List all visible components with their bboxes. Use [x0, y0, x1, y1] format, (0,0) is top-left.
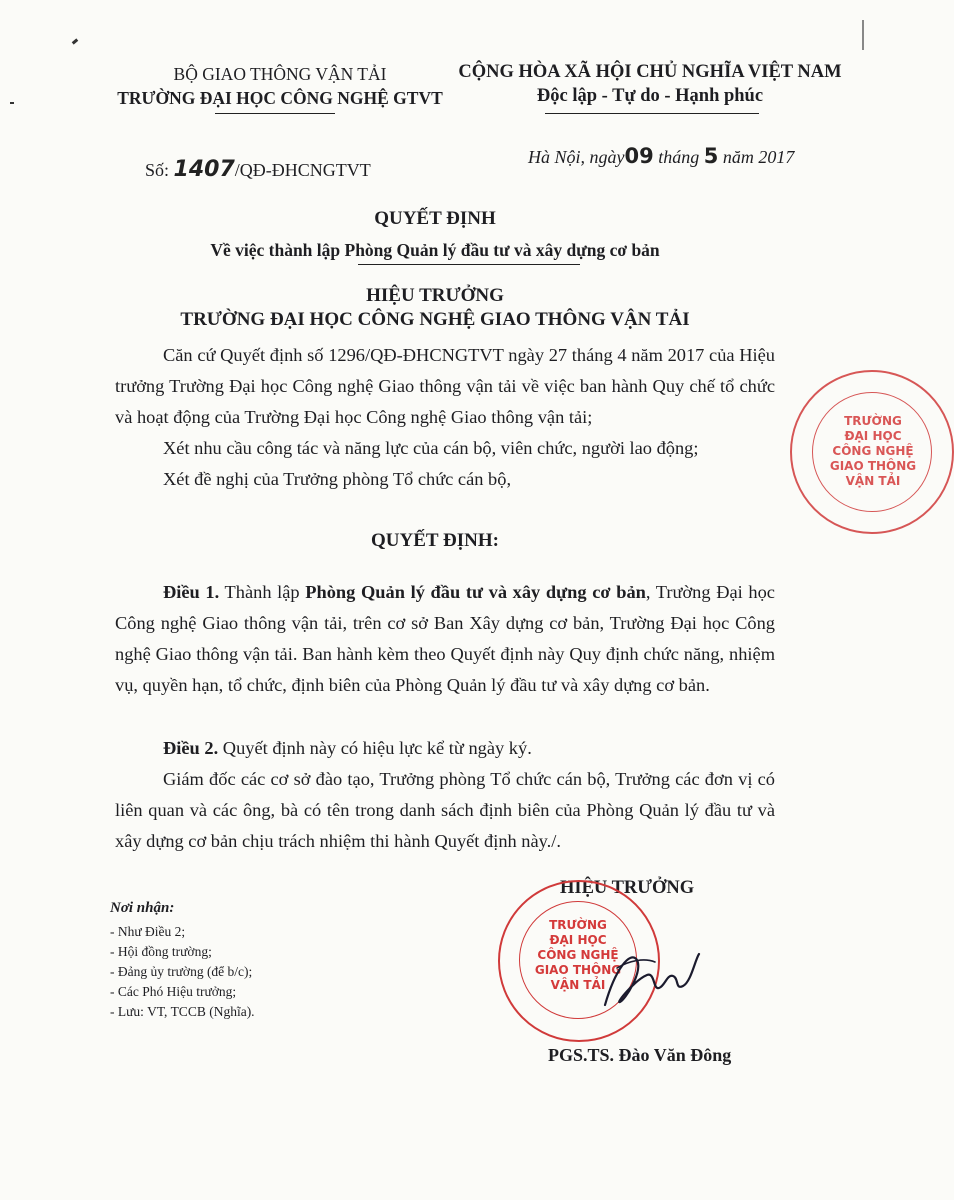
number-suffix: /QĐ-ĐHCNGTVT	[234, 160, 371, 180]
decision-heading: QUYẾT ĐỊNH:	[371, 530, 499, 551]
date-day: 09	[624, 144, 654, 168]
national-motto: Độc lập - Tự do - Hạnh phúc	[536, 86, 764, 106]
number-prefix: Số:	[145, 160, 170, 180]
article-2-execution: Giám đốc các cơ sở đào tạo, Trưởng phòng Tổ chức cán bộ, Trưởng các đơn vị có liên quan và các ông, bà có tên trong danh sách định biên của Phòng Quản lý đầu tư và xây dựng cơ bản chịu trách nhiệm thi hành Quyết định này./.	[115, 769, 775, 851]
handwritten-number: 1407	[173, 157, 235, 182]
header-left-underline	[215, 113, 335, 114]
recipients-block	[110, 898, 255, 1022]
scan-mark	[10, 102, 14, 104]
subject-underline	[358, 264, 580, 265]
issuer-header	[100, 62, 460, 110]
article-1-text-b: , Trường Đại học Công nghệ Giao thông vận tải, trên cơ sở Ban Xây dựng cơ bản, Trường Đại học Công nghệ Giao thông vận tải. Ban hành kèm theo Quyết định này Quy định chức năng, nhiệm vụ, quyền hạn, tổ chức, định biên của Phòng Quản lý đầu tư và xây dựng cơ bản.	[115, 582, 775, 695]
edge-seal-line: CÔNG NGHỆ	[832, 444, 914, 458]
document-number	[145, 157, 371, 182]
article-2-text: Quyết định này có hiệu lực kể từ ngày ký.	[218, 738, 532, 758]
recipient-item: - Lưu: VT, TCCB (Nghĩa).	[110, 1004, 255, 1019]
scan-mark	[862, 20, 864, 50]
country-name: CỘNG HÒA XÃ HỘI CHỦ NGHĨA VIỆT NAM	[458, 62, 842, 82]
recipient-item: - Các Phó Hiệu trưởng;	[110, 984, 237, 999]
seal-line: GIAO THÔNG	[534, 963, 622, 977]
signature-title: HIỆU TRƯỞNG	[560, 878, 695, 898]
edge-seal	[790, 370, 954, 534]
signer-name: PGS.TS. Đào Văn Đông	[548, 1045, 732, 1065]
authority-title: HIỆU TRƯỞNG	[366, 285, 504, 306]
document-title: QUYẾT ĐỊNH	[374, 208, 496, 229]
preamble-consideration-1: Xét nhu cầu công tác và năng lực của cán bộ, viên chức, người lao động;	[163, 438, 699, 458]
article-1	[115, 577, 775, 701]
date-year: năm 2017	[722, 147, 795, 167]
article-1-label: Điều 1.	[163, 582, 220, 602]
seal-line: VẬN TẢI	[550, 978, 606, 992]
recipient-item: - Hội đồng trường;	[110, 944, 212, 959]
seal-line: TRƯỜNG	[549, 918, 607, 932]
authority-institution: TRƯỜNG ĐẠI HỌC CÔNG NGHỆ GIAO THÔNG VẬN TẢI	[180, 309, 690, 330]
handwritten-signature	[575, 930, 715, 1020]
article-1-text-a: Thành lập	[219, 582, 306, 602]
document-subject: Về việc thành lập Phòng Quản lý đầu tư và xây dựng cơ bản	[210, 240, 660, 260]
preamble-basis: Căn cứ Quyết định số 1296/QĐ-ĐHCNGTVT ngày 27 tháng 4 năm 2017 của Hiệu trưởng Trường Đại học Công nghệ Giao thông vận tải về việc ban hành Quy chế tổ chức và hoạt động của Trường Đại học Công nghệ Giao thông vận tải;	[115, 345, 775, 427]
seal-line: CÔNG NGHỆ	[537, 948, 619, 962]
edge-seal-line: VẬN TẢI	[845, 474, 901, 488]
ministry-name: BỘ GIAO THÔNG VẬN TẢI	[173, 64, 387, 84]
scan-mark	[72, 38, 79, 44]
edge-seal-line: TRƯỜNG	[844, 414, 902, 428]
seal-line: ĐẠI HỌC	[549, 933, 607, 947]
document-date	[528, 144, 794, 168]
article-2-label: Điều 2.	[163, 738, 219, 758]
edge-seal-line: GIAO THÔNG	[829, 459, 917, 473]
date-month-label: tháng	[658, 147, 700, 167]
date-month: 5	[703, 144, 719, 168]
recipient-item: - Như Điều 2;	[110, 924, 186, 939]
recipient-item: - Đảng ủy trường (để b/c);	[110, 964, 253, 979]
header-right-underline	[545, 113, 759, 114]
national-header	[430, 60, 870, 108]
article-2	[115, 733, 775, 764]
school-name: TRƯỜNG ĐẠI HỌC CÔNG NGHỆ GTVT	[117, 88, 443, 108]
edge-seal-line: ĐẠI HỌC	[844, 429, 902, 443]
date-place: Hà Nội, ngày	[528, 147, 625, 167]
preamble-consideration-2: Xét đề nghị của Trưởng phòng Tổ chức cán bộ,	[163, 469, 512, 489]
recipients-heading: Nơi nhận:	[110, 900, 175, 916]
article-1-unit-name: Phòng Quản lý đầu tư và xây dựng cơ bản	[305, 582, 646, 602]
